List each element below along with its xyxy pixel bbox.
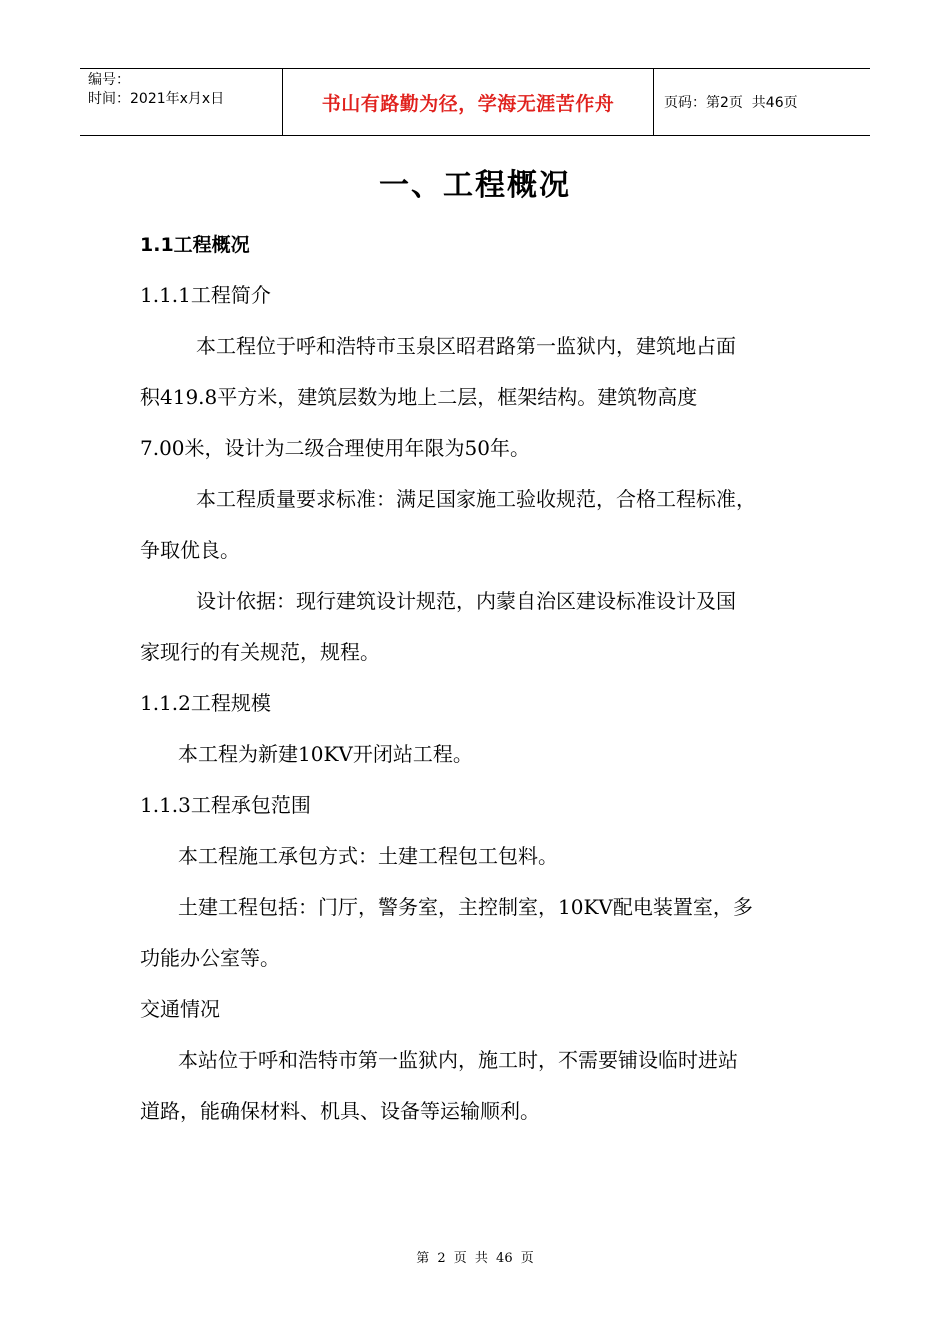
paragraph-line: 争取优良。 — [140, 538, 240, 562]
subheading-scope: 1.1.3工程承包范围 — [140, 793, 311, 817]
paragraph-line: 7.00米，设计为二级合理使用年限为50年。 — [140, 436, 530, 460]
paragraph-line: 设计依据：现行建筑设计规范，内蒙自治区建设标准设计及国 — [196, 589, 736, 613]
header-page-info: 页码：第2页 共46页 — [664, 95, 798, 111]
paragraph-line: 本站位于呼和浩特市第一监狱内，施工时，不需要铺设临时进站 — [178, 1048, 738, 1072]
paragraph-line: 本工程位于呼和浩特市玉泉区昭君路第一监狱内，建筑地占面 — [196, 334, 736, 358]
paragraph-line: 土建工程包括：门厅，警务室，主控制室，10KV配电装置室，多 — [178, 895, 753, 919]
page-footer: 第 2 页 共 46 页 — [416, 1251, 534, 1266]
header-time-label: 时间：2021年x月x日 — [88, 91, 225, 107]
subheading-traffic: 交通情况 — [140, 997, 220, 1021]
header-meta — [80, 69, 282, 135]
paragraph-line: 本工程施工承包方式：土建工程包工包料。 — [178, 844, 558, 868]
paragraph-line: 本工程为新建10KV开闭站工程。 — [178, 742, 473, 766]
header-number-label: 编号： — [88, 72, 130, 88]
subheading-scale: 1.1.2工程规模 — [140, 691, 271, 715]
paragraph-line: 积419.8平方米，建筑层数为地上二层，框架结构。建筑物高度 — [140, 385, 698, 409]
paragraph-line: 本工程质量要求标准：满足国家施工验收规范，合格工程标准， — [196, 487, 756, 511]
header-motto: 书山有路勤为径，学海无涯苦作舟 — [282, 69, 654, 135]
paragraph-line: 家现行的有关规范，规程。 — [140, 640, 380, 664]
document-title: 一、工程概况 — [379, 168, 571, 203]
document-header — [80, 68, 870, 136]
paragraph-line: 功能办公室等。 — [140, 946, 280, 970]
subheading-intro: 1.1.1工程简介 — [140, 283, 271, 307]
paragraph-line: 道路，能确保材料、机具、设备等运输顺利。 — [140, 1099, 540, 1123]
section-heading: 1.1工程概况 — [140, 234, 250, 256]
